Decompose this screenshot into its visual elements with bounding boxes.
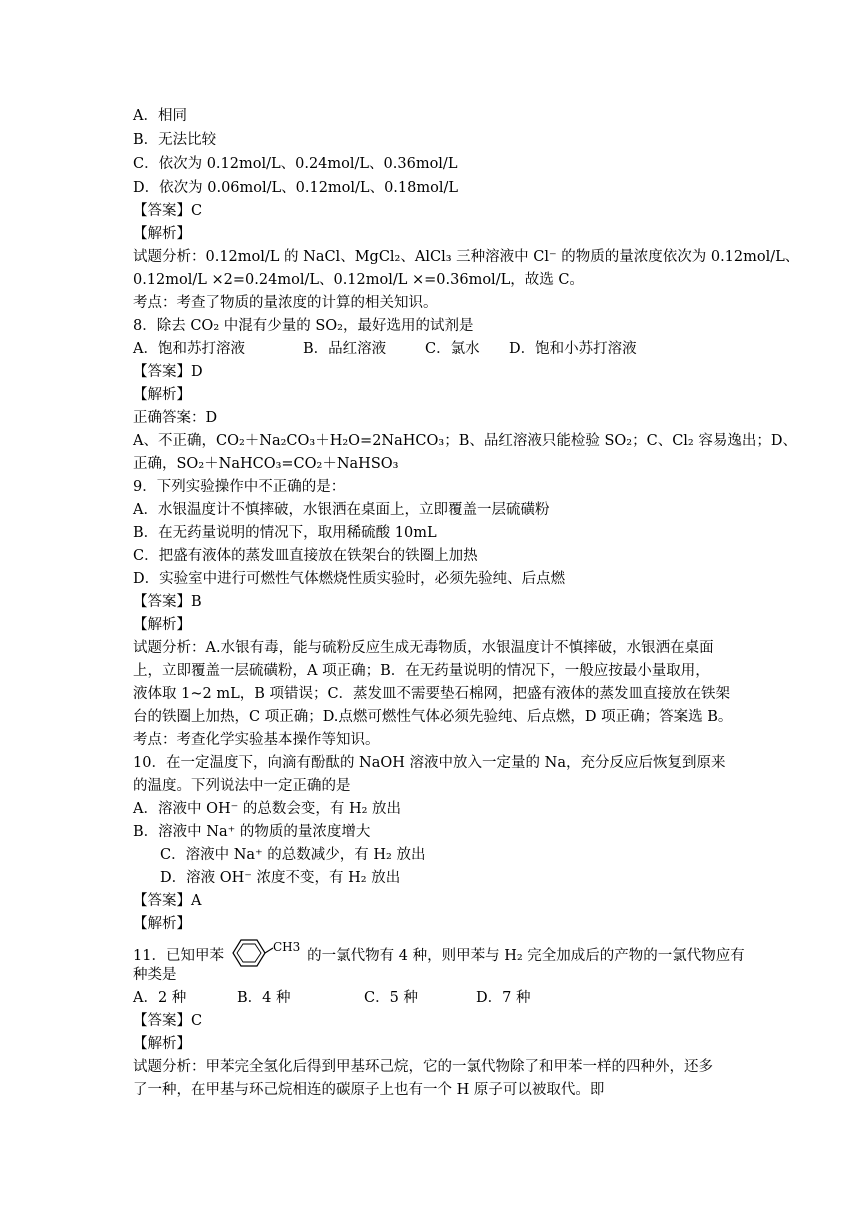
ch3-label: CH3 (272, 940, 300, 954)
q9-option-c: C．把盛有液体的蒸发皿直接放在铁架台的铁圈上加热 (133, 548, 478, 564)
q11-option-d: D．7 种 (476, 990, 531, 1006)
q7-option-d: D．依次为 0.06mol/L、0.12mol/L、0.18mol/L (133, 180, 458, 196)
q9-option-a: A．水银温度计不慎摔破，水银洒在桌面上，立即覆盖一层硫磺粉 (133, 502, 550, 518)
q11-stem-line-2: 种类是 (133, 967, 177, 983)
q7-analysis-label: 【解析】 (133, 226, 191, 242)
q9-stem: 9．下列实验操作中不正确的是： (133, 479, 346, 495)
q10-option-d: D．溶液 OH⁻ 浓度不变，有 H₂ 放出 (160, 870, 401, 886)
q8-option-a: A．饱和苏打溶液 (133, 341, 245, 357)
q10-option-a: A．溶液中 OH⁻ 的总数会变，有 H₂ 放出 (133, 801, 402, 817)
toluene-structure-icon (229, 938, 303, 974)
q11-answer: 【答案】C (133, 1013, 203, 1029)
q8-analysis-line-3: 正确，SO₂＋NaHCO₃=CO₂＋NaHSO₃ (133, 456, 399, 472)
q11-option-a: A．2 种 (133, 990, 187, 1006)
q8-stem: 8．除去 CO₂ 中混有少量的 SO₂，最好选用的试剂是 (133, 318, 474, 334)
q11-stem-prefix: 11．已知甲苯 (133, 948, 224, 964)
q10-analysis-label: 【解析】 (133, 916, 191, 932)
q7-option-b: B．无法比较 (133, 132, 217, 148)
q11-options (133, 988, 530, 1008)
q10-stem-line-1: 10．在一定温度下，向滴有酚酞的 NaOH 溶液中放入一定量的 Na，充分反应后恢复到原来 (133, 755, 726, 771)
q11-analysis-line-1: 试题分析：甲苯完全氢化后得到甲基环己烷，它的一氯代物除了和甲苯一样的四种外，还多 (133, 1059, 713, 1075)
q9-analysis-line-1: 试题分析：A.水银有毒，能与硫粉反应生成无毒物质，水银温度计不慎摔破，水银洒在桌面 (133, 640, 714, 656)
q7-point: 考点：考查了物质的量浓度的计算的相关知识。 (133, 295, 438, 311)
q10-option-b: B．溶液中 Na⁺ 的物质的量浓度增大 (133, 824, 371, 840)
q9-analysis-label: 【解析】 (133, 617, 191, 633)
q9-option-d: D．实验室中进行可燃性气体燃烧性质实验时，必须先验纯、后点燃 (133, 571, 566, 587)
q8-option-b: B．品红溶液 (303, 341, 387, 357)
q11-option-c: C．5 种 (364, 990, 418, 1006)
q7-option-c: C．依次为 0.12mol/L、0.24mol/L、0.36mol/L (133, 156, 458, 172)
q9-option-b: B．在无药量说明的情况下，取用稀硫酸 10mL (133, 525, 437, 541)
q8-analysis-label: 【解析】 (133, 387, 191, 403)
q11-option-b: B．4 种 (237, 990, 291, 1006)
q8-answer: 【答案】D (133, 364, 203, 380)
q9-analysis-line-2: 上，立即覆盖一层硫磺粉，A 项正确；B．在无药量说明的情况下，一般应按最小量取用， (133, 663, 710, 679)
q9-analysis-line-4: 台的铁圈上加热，C 项正确；D.点燃可燃性气体必须先验纯、后点燃，D 项正确；答案选 B。 (133, 709, 733, 725)
q9-analysis-line-3: 液体取 1~2 mL，B 项错误；C．蒸发皿不需要垫石棉网，把盛有液体的蒸发皿直接放在铁架 (133, 686, 731, 702)
q7-answer: 【答案】C (133, 203, 203, 219)
q8-analysis-line-2: A、不正确，CO₂＋Na₂CO₃＋H₂O=2NaHCO₃；B、品红溶液只能检验 SO₂；C、Cl₂ 容易逸出；D、 (133, 433, 797, 449)
q8-options (133, 339, 637, 359)
q10-stem-line-2: 的温度。下列说法中一定正确的是 (133, 778, 351, 794)
q11-analysis-label: 【解析】 (133, 1036, 191, 1052)
q8-option-c: C．氯水 (425, 341, 480, 357)
q9-point: 考点：考查化学实验基本操作等知识。 (133, 732, 380, 748)
q10-answer: 【答案】A (133, 893, 202, 909)
q8-option-d: D．饱和小苏打溶液 (509, 341, 637, 357)
q7-option-a: A．相同 (133, 108, 187, 124)
q11-stem-line-1 (133, 938, 745, 974)
q11-analysis-line-2: 了一种，在甲基与环己烷相连的碳原子上也有一个 H 原子可以被取代。即 (133, 1082, 605, 1098)
q8-analysis-line-1: 正确答案：D (133, 410, 218, 426)
q11-stem-suffix: 的一氯代物有 4 种，则甲苯与 H₂ 完全加成后的产物的一氯代物应有 (307, 948, 745, 964)
q7-analysis-line-1: 试题分析：0.12mol/L 的 NaCl、MgCl₂、AlCl₃ 三种溶液中 Cl⁻ 的物质的量浓度依次为 0.12mol/L、 (133, 249, 800, 265)
q7-analysis-line-2: 0.12mol/L ×2=0.24mol/L、0.12mol/L ×=0.36mol/L，故选 C。 (133, 272, 584, 288)
q9-answer: 【答案】B (133, 594, 202, 610)
q10-option-c: C．溶液中 Na⁺ 的总数减少，有 H₂ 放出 (160, 847, 426, 863)
